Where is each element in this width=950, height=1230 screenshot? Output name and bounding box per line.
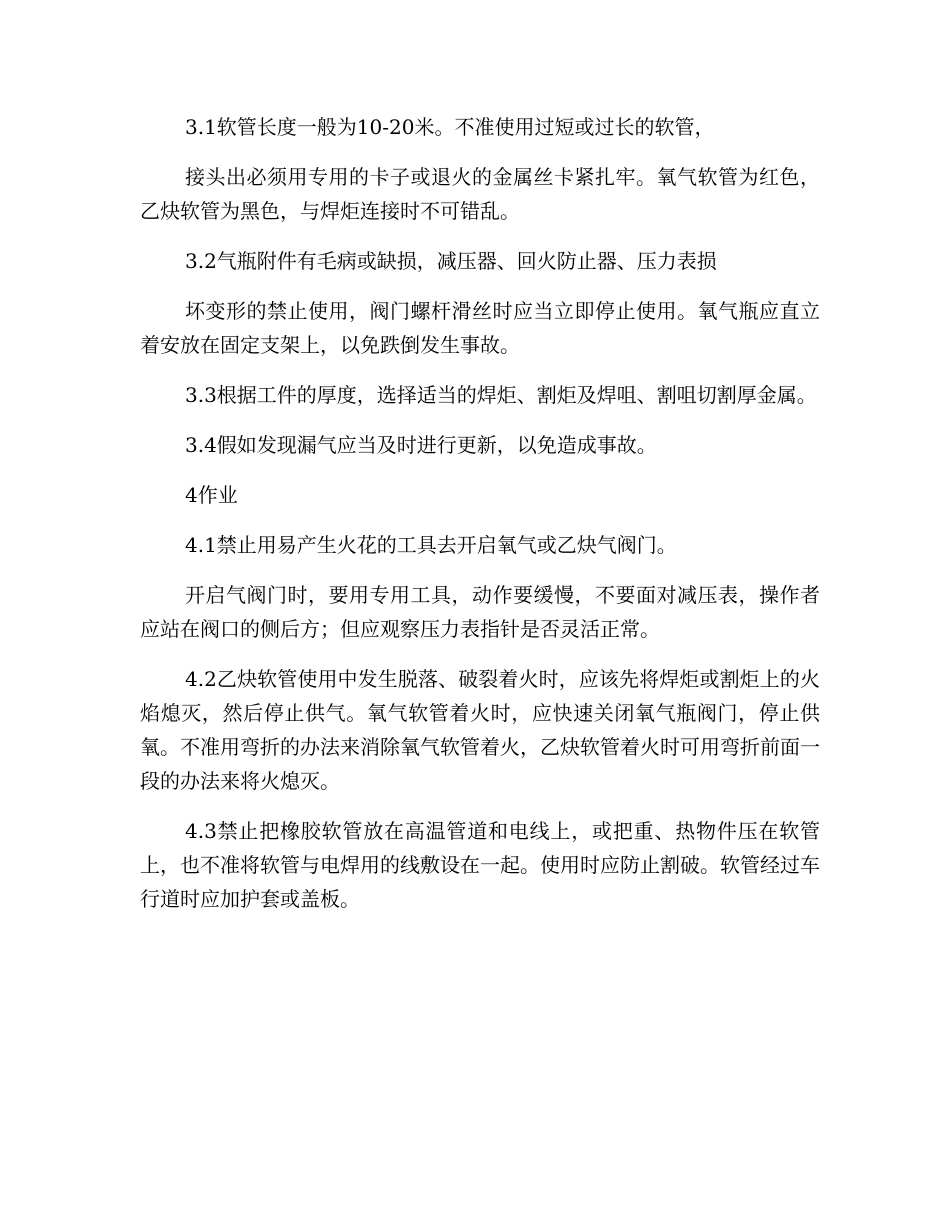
paragraph-3-1: 3.1软管长度一般为10-20米。不准使用过短或过长的软管，	[185, 115, 715, 139]
paragraph-3-2: 3.2气瓶附件有毛病或缺损，减压器、回火防止器、压力表损	[185, 249, 717, 273]
document-body	[140, 110, 820, 932]
paragraph-4-3: 4.3禁止把橡胶软管放在高温管道和电线上，或把重、热物件压在软管上，也不准将软管与电焊用的线敷设在一起。使用时应防止割破。软管经过车行道时应加护套或盖板。	[140, 819, 820, 911]
paragraph-4-1-continued: 开启气阀门时，要用专用工具，动作要缓慢，不要面对减压表，操作者应站在阀口的侧后方；但应观察压力表指针是否灵活正常。	[140, 583, 820, 641]
paragraph-3-1-continued: 接头出必须用专用的卡子或退火的金属丝卡紧扎牢。氧气软管为红色，乙炔软管为黑色，与焊炬连接时不可错乱。	[140, 165, 820, 223]
paragraph-3-4: 3.4假如发现漏气应当及时进行更新，以免造成事故。	[185, 433, 657, 457]
paragraph-3-3: 3.3根据工件的厚度，选择适当的焊炬、割炬及焊咀、割咀切割厚金属。	[185, 383, 817, 407]
paragraph-4-2: 4.2乙炔软管使用中发生脱落、破裂着火时，应该先将焊炬或割炬上的火焰熄灭，然后停止供气。氧气软管着火时，应快速关闭氧气瓶阀门，停止供氧。不准用弯折的办法来消除氧气软管着火，乙炔软管着火时可用弯折前面一段的办法来将火熄灭。	[140, 667, 820, 793]
paragraph-3-2-continued: 坏变形的禁止使用，阀门螺杆滑丝时应当立即停止使用。氧气瓶应直立着安放在固定支架上，以免跌倒发生事故。	[140, 299, 820, 357]
paragraph-4-1: 4.1禁止用易产生火花的工具去开启氧气或乙炔气阀门。	[185, 533, 677, 557]
section-heading-4: 4作业	[185, 483, 238, 507]
